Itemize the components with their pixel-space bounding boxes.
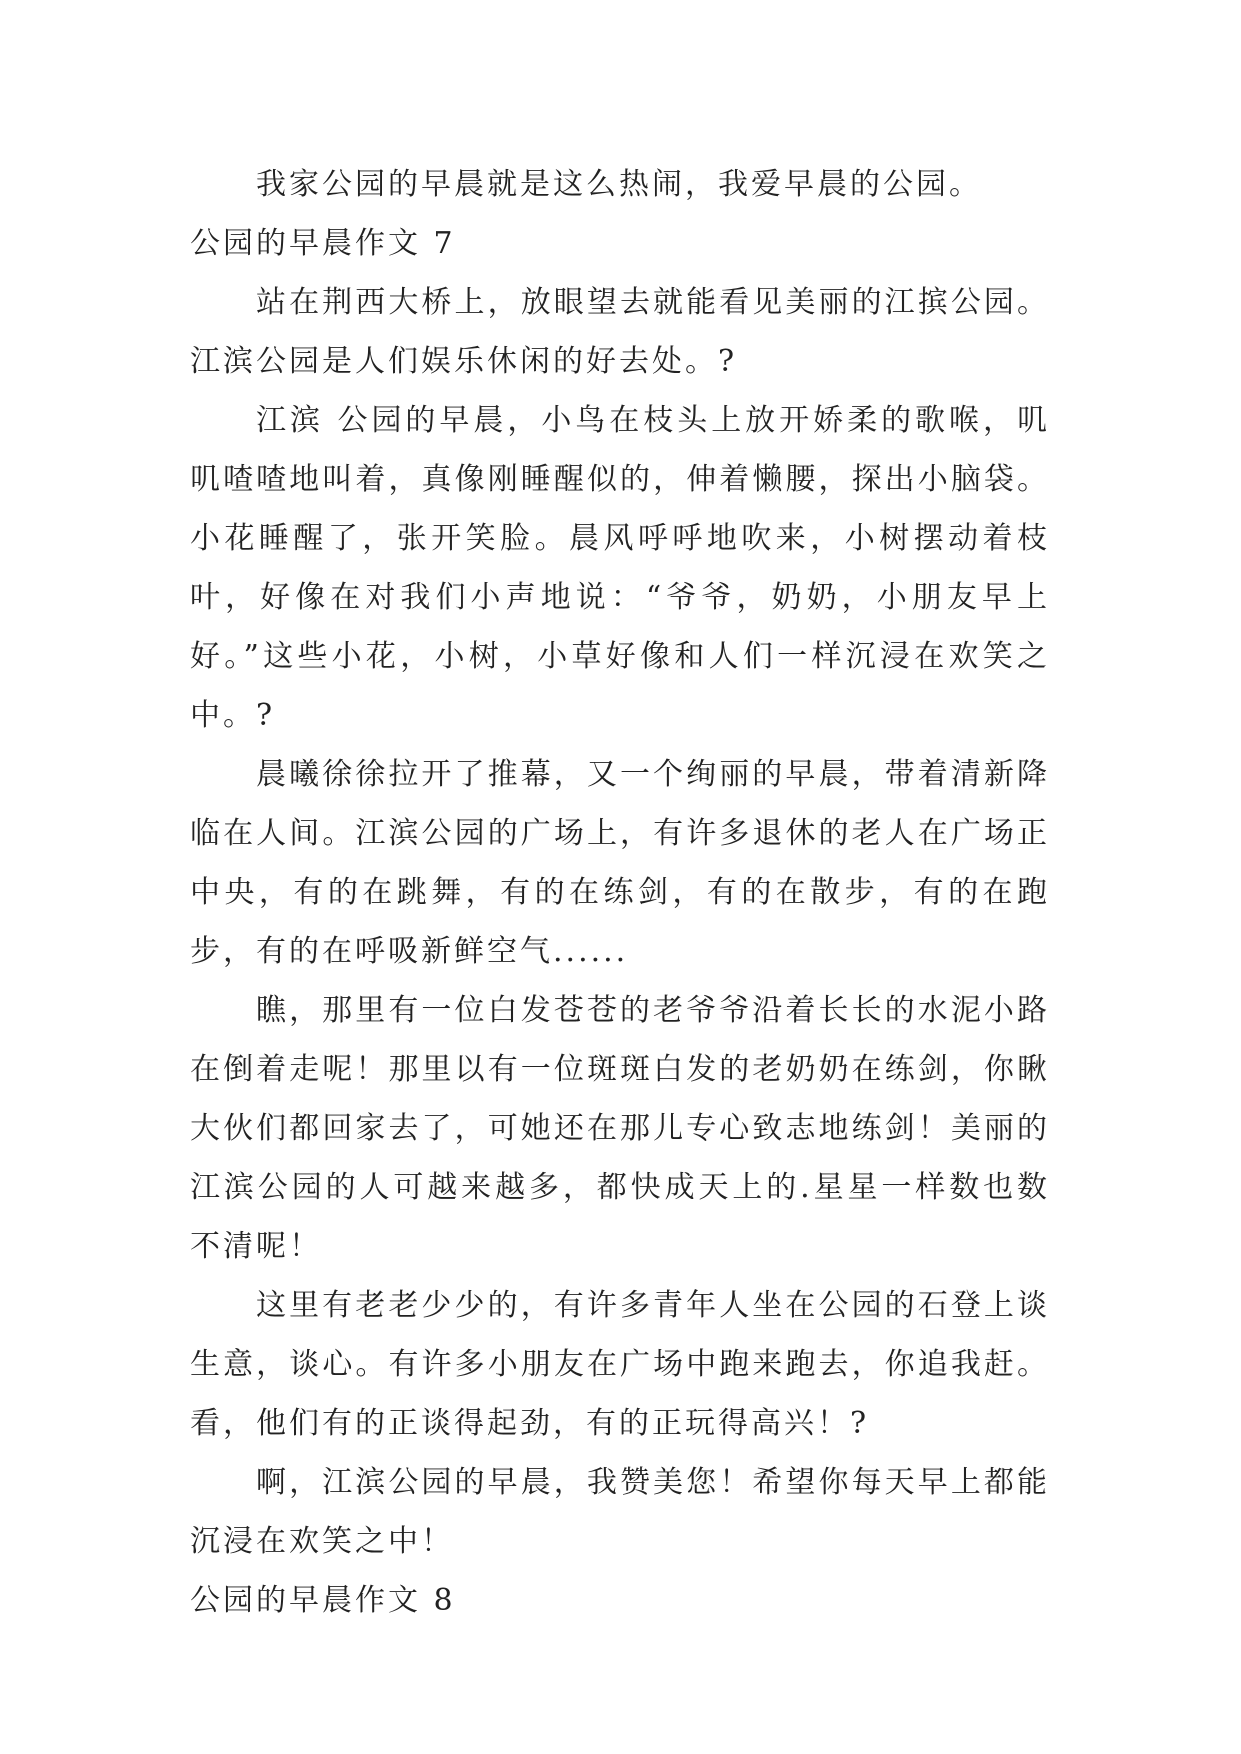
paragraph-praise: 啊，江滨公园的早晨，我赞美您！希望你每天早上都能沉浸在欢笑之中！ [190, 1465, 1050, 1559]
paragraph-elders: 瞧，那里有一位白发苍苍的老爷爷沿着长长的水泥小路在倒着走呢！那里以有一位斑斑白发的老奶奶在练剑，你瞅大伙们都回家去了，可她还在那儿专心致志地练剑！美丽的江滨公园的人可越来越多，都快成天上的.星星一样数也数不清呢！ [190, 993, 1050, 1264]
document-body [190, 155, 1050, 1630]
essay-heading-7: 公园的早晨作文 7 [190, 226, 456, 261]
essay-heading-8: 公园的早晨作文 8 [190, 1583, 456, 1618]
paragraph-closing-7: 我家公园的早晨就是这么热闹，我爱早晨的公园。 [256, 167, 982, 202]
paragraph-bridge: 站在荆西大桥上，放眼望去就能看见美丽的江摈公园。江滨公园是人们娱乐休闲的好去处。? [190, 285, 1050, 379]
paragraph-birds: 江滨 公园的早晨，小鸟在枝头上放开娇柔的歌喉，叽叽喳喳地叫着，真像刚睡醒似的，伸着懒腰，探出小脑袋。小花睡醒了，张开笑脸。晨风呼呼地吹来，小树摆动着枝叶，好像在对我们小声地说：“爷爷，奶奶，小朋友早上好。”这些小花，小树，小草好像和人们一样沉浸在欢笑之中。? [190, 403, 1050, 733]
paragraph-square: 晨曦徐徐拉开了推幕，又一个绚丽的早晨，带着清新降临在人间。江滨公园的广场上，有许多退休的老人在广场正中央，有的在跳舞，有的在练剑，有的在散步，有的在跑步，有的在呼吸新鲜空气...... [190, 757, 1050, 969]
paragraph-youth: 这里有老老少少的，有许多青年人坐在公园的石登上谈生意，谈心。有许多小朋友在广场中跑来跑去，你追我赶。看，他们有的正谈得起劲，有的正玩得高兴！? [190, 1288, 1050, 1441]
